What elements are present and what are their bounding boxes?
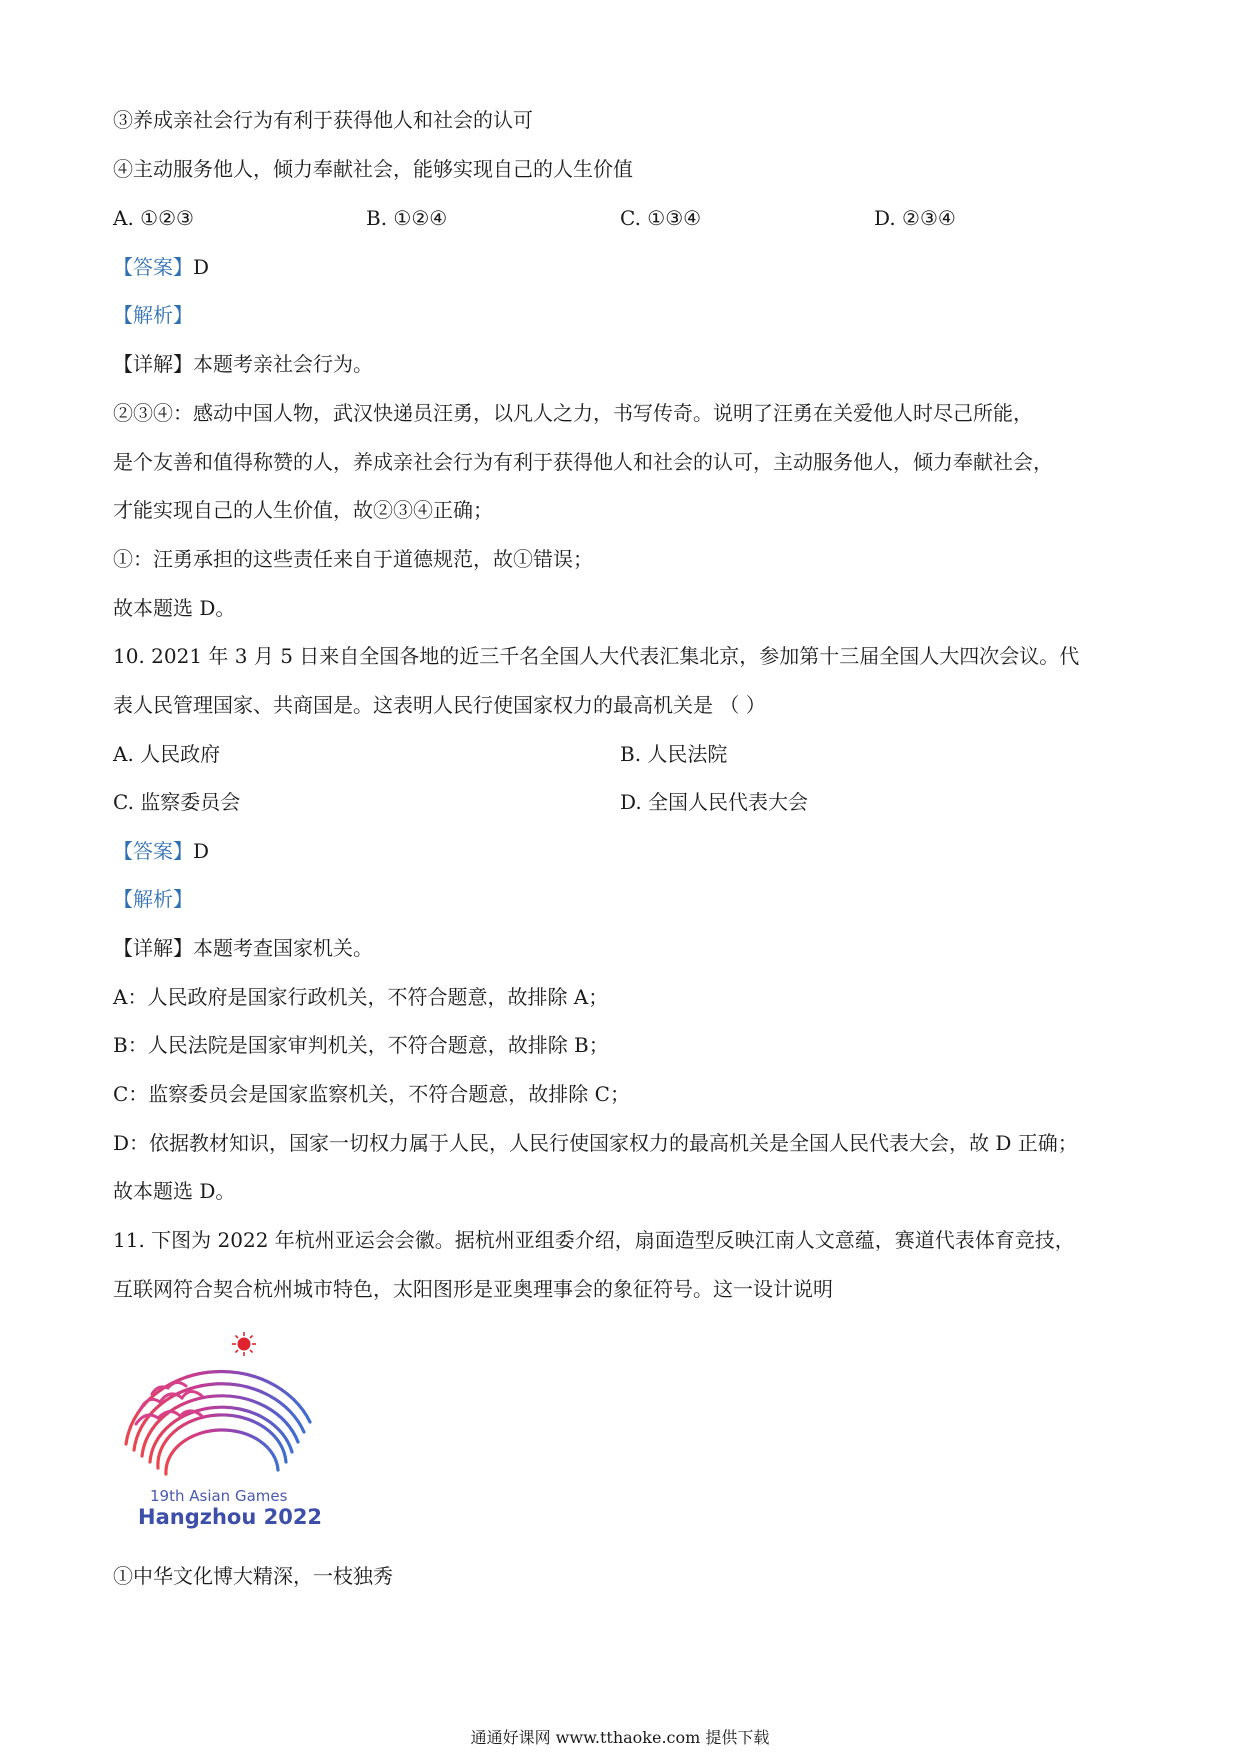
q10-option-c: C. 监察委员会: [113, 790, 241, 814]
q9-detail-line: 故本题选 D。: [113, 596, 236, 620]
q9-detail-line: ②③④：感动中国人物，武汉快递员汪勇，以凡人之力，书写传奇。说明了汪勇在关爱他人时尽己所能，: [113, 401, 1033, 425]
q9-analysis-label: 【解析】: [113, 303, 193, 327]
q11-option-1: ①中华文化博大精深，一枝独秀: [113, 1564, 393, 1588]
q9-options: [113, 205, 1133, 231]
answer-value: D: [193, 839, 210, 863]
q10-option-b: B. 人民法院: [620, 742, 728, 766]
q10-detail-line: 故本题选 D。: [113, 1179, 236, 1203]
q9-detail-line: 才能实现自己的人生价值，故②③④正确；: [113, 498, 493, 522]
q9-detail-line: ①：汪勇承担的这些责任来自于道德规范，故①错误；: [113, 547, 593, 571]
q10-options-row1: [113, 741, 1133, 767]
q9-option-d: D. ②③④: [874, 206, 956, 230]
q10-option-d: D. 全国人民代表大会: [620, 790, 809, 814]
q10-detail-line: A：人民政府是国家行政机关，不符合题意，故排除 A；: [113, 985, 609, 1009]
q10-analysis-label: 【解析】: [113, 887, 193, 911]
q9-answer: [113, 254, 1133, 280]
q9-option-b: B. ①②④: [366, 206, 448, 230]
q11-stem-line: 互联网符合契合杭州城市特色，太阳图形是亚奥理事会的象征符号。这一设计说明: [113, 1277, 833, 1301]
q10-detail-line: C：监察委员会是国家监察机关，不符合题意，故排除 C；: [113, 1082, 630, 1106]
q10-option-a: A. 人民政府: [113, 742, 221, 766]
sun-icon: [232, 1332, 256, 1356]
q11-stem-line: 11. 下图为 2022 年杭州亚运会会徽。据杭州亚组委介绍，扇面造型反映江南人文意蕴，赛道代表体育竞技，: [113, 1228, 1075, 1252]
q10-stem-line: 10. 2021 年 3 月 5 日来自全国各地的近三千名全国人大代表汇集北京，参加第十三届全国人大四次会议。代: [113, 644, 1080, 668]
answer-label: 【答案】: [113, 255, 193, 279]
q10-options-row2: [113, 789, 1133, 815]
q9-detail-line: 是个友善和值得称赞的人，养成亲社会行为有利于获得他人和社会的认可，主动服务他人，倾力奉献社会，: [113, 450, 1053, 474]
page-footer: 通通好课网 www.tthaoke.com 提供下载: [470, 1728, 770, 1747]
emblem-text-line1: 19th Asian Games: [150, 1487, 288, 1505]
q9-statement-4: ④主动服务他人，倾力奉献社会，能够实现自己的人生价值: [113, 157, 633, 181]
q9-detail-line: 【详解】本题考亲社会行为。: [113, 352, 373, 376]
q9-option-c: C. ①③④: [620, 206, 702, 230]
emblem-text-line2: Hangzhou 2022: [138, 1505, 323, 1529]
q10-stem-line: 表人民管理国家、共商国是。这表明人民行使国家权力的最高机关是 （ ）: [113, 693, 766, 717]
q10-detail-line: D：依据教材知识，国家一切权力属于人民，人民行使国家权力的最高机关是全国人民代表大会，故 D 正确；: [113, 1131, 1078, 1155]
fan-track-icon: [126, 1371, 310, 1474]
q10-answer: [113, 838, 1133, 864]
q10-detail-line: 【详解】本题考查国家机关。: [113, 936, 373, 960]
q10-detail-line: B：人民法院是国家审判机关，不符合题意，故排除 B；: [113, 1033, 609, 1057]
q9-option-a: A. ①②③: [113, 206, 194, 230]
q9-statement-3: ③养成亲社会行为有利于获得他人和社会的认可: [113, 108, 533, 132]
answer-value: D: [193, 255, 210, 279]
answer-label: 【答案】: [113, 839, 193, 863]
